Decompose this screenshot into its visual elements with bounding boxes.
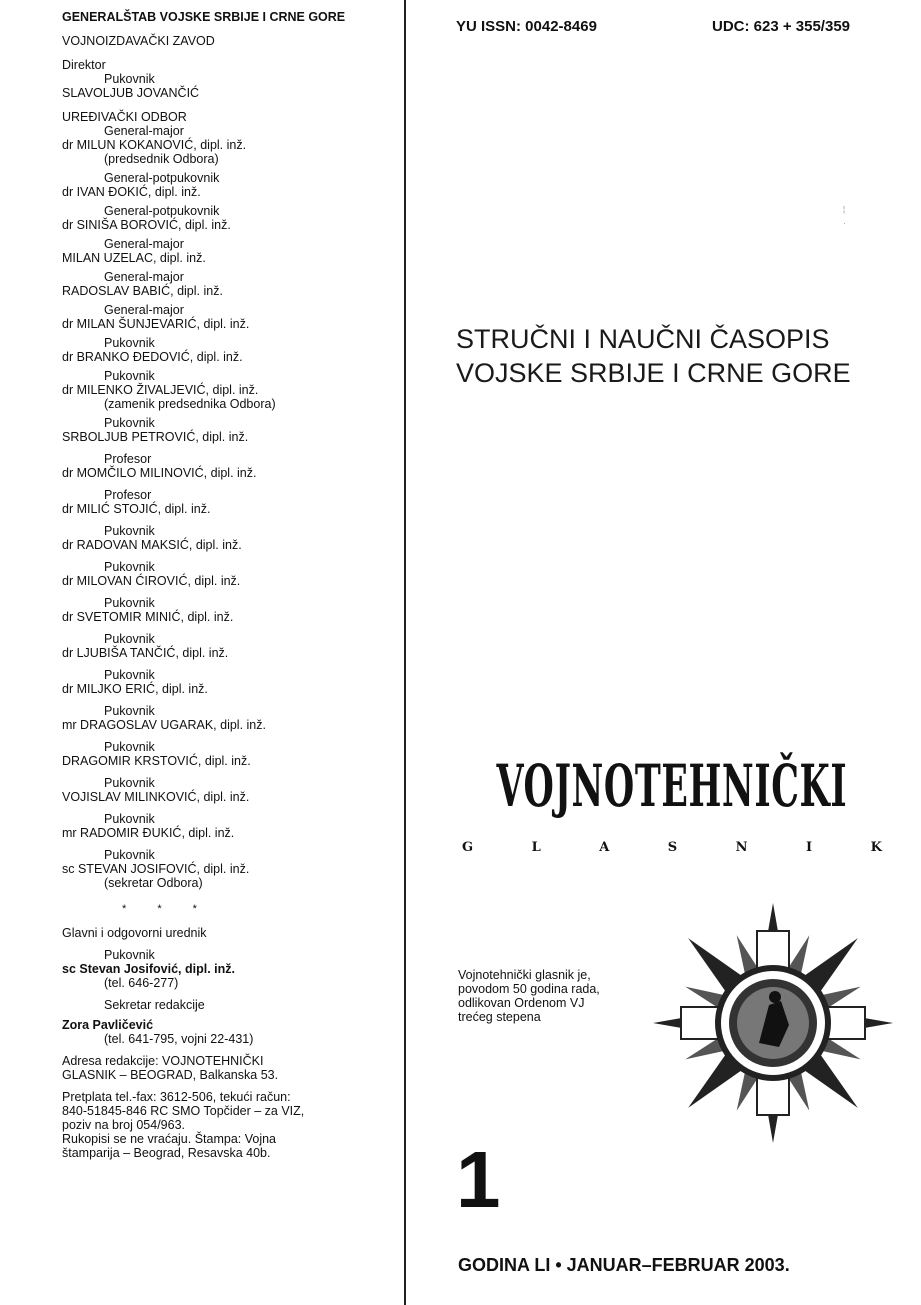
board-list: [62, 124, 400, 890]
member-name: dr MILJKO ERIĆ, dipl. inž.: [62, 682, 208, 696]
member-rank: Pukovnik: [104, 560, 155, 574]
member-name: dr SINIŠA BOROVIĆ, dipl. inž.: [62, 218, 231, 232]
board-member: [62, 369, 400, 411]
member-note: (sekretar Odbora): [104, 876, 203, 890]
board-member: [62, 740, 400, 768]
column-divider: [404, 0, 406, 1305]
member-rank: General-major: [104, 124, 184, 138]
scan-specks: ¦ ·: [843, 205, 846, 228]
member-rank: Pukovnik: [104, 596, 155, 610]
board-member: [62, 488, 400, 516]
member-note: (predsednik Odbora): [104, 152, 219, 166]
member-rank: Profesor: [104, 452, 152, 466]
member-rank: Pukovnik: [104, 848, 155, 862]
director-label: Direktor: [62, 58, 106, 72]
member-name: dr SVETOMIR MINIĆ, dipl. inž.: [62, 610, 234, 624]
member-rank: General-major: [104, 237, 184, 251]
member-name: dr MOMČILO MILINOVIĆ, dipl. inž.: [62, 466, 257, 480]
board-member: [62, 524, 400, 552]
board-member: [62, 560, 400, 588]
address: Adresa redakcije: VOJNOTEHNIČKI GLASNIK – BEOGRAD, Balkanska 53.: [62, 1054, 279, 1082]
member-name: dr MILUN KOKANOVIĆ, dipl. inž.: [62, 138, 247, 152]
member-rank: Pukovnik: [104, 632, 155, 646]
member-name: MILAN UZELAC, dipl. inž.: [62, 251, 206, 265]
masthead-header: GENERALŠTAB VOJSKE SRBIJE I CRNE GORE: [62, 10, 346, 24]
secretary-label: Sekretar redakcije: [104, 998, 205, 1012]
issn: YU ISSN: 0042-8469: [456, 18, 597, 35]
member-name: dr MILOVAN ĆIROVIĆ, dipl. inž.: [62, 574, 241, 588]
member-name: dr BRANKO ĐEDOVIĆ, dipl. inž.: [62, 350, 243, 364]
member-rank: Pukovnik: [104, 740, 155, 754]
board-member: [62, 270, 400, 298]
board-member: [62, 416, 400, 444]
editor-tel: (tel. 646-277): [104, 976, 179, 990]
issue-number: 1: [456, 1135, 501, 1224]
member-name: RADOSLAV BABIĆ, dipl. inž.: [62, 284, 223, 298]
board-member: [62, 812, 400, 840]
award-text: Vojnotehnički glasnik je, povodom 50 godina rada, odlikovan Ordenom VJ trećeg stepena: [458, 968, 600, 1024]
member-rank: Pukovnik: [104, 336, 155, 350]
editor-label: Glavni i odgovorni urednik: [62, 926, 207, 940]
editor-rank: Pukovnik: [104, 948, 155, 962]
secretary-tel: (tel. 641-795, vojni 22-431): [104, 1032, 254, 1046]
subscription-info: Pretplata tel.-fax: 3612-506, tekući račun: 840-51845-846 RC SMO Topčider – za VIZ, poziv na broj 054/963. Rukopisi se ne vraćaju. Štampa: Vojna štamparija – Beograd, Resavska 40b.: [62, 1090, 305, 1160]
board-title: UREĐIVAČKI ODBOR: [62, 110, 187, 124]
member-name: dr MILAN ŠUNJEVARIĆ, dipl. inž.: [62, 317, 250, 331]
editor-name: sc Stevan Josifović, dipl. inž.: [62, 962, 235, 976]
member-note: (zamenik predsednika Odbora): [104, 397, 276, 411]
member-name: dr IVAN ĐOKIĆ, dipl. inž.: [62, 185, 201, 199]
board-member: [62, 336, 400, 364]
board-member: [62, 704, 400, 732]
member-name: mr RADOMIR ĐUKIĆ, dipl. inž.: [62, 826, 235, 840]
member-rank: General-potpukovnik: [104, 171, 220, 185]
secretary-name: Zora Pavličević: [62, 1018, 154, 1032]
member-name: dr RADOVAN MAKSIĆ, dipl. inž.: [62, 538, 242, 552]
publisher-name: VOJNOIZDAVAČKI ZAVOD: [62, 34, 215, 48]
masthead-column: [62, 10, 400, 1160]
member-name: VOJISLAV MILINKOVIĆ, dipl. inž.: [62, 790, 250, 804]
member-name: dr LJUBIŠA TANČIĆ, dipl. inž.: [62, 646, 229, 660]
udc: UDC: 623 + 355/359: [712, 18, 851, 35]
board-member: [62, 237, 400, 265]
member-name: dr MILENKO ŽIVALJEVIĆ, dipl. inž.: [62, 383, 259, 397]
board-member: [62, 668, 400, 696]
order-emblem-icon: [648, 888, 898, 1148]
issue-date: GODINA LI • JANUAR–FEBRUAR 2003.: [458, 1255, 790, 1275]
member-rank: Pukovnik: [104, 524, 155, 538]
board-member: [62, 632, 400, 660]
member-name: SRBOLJUB PETROVIĆ, dipl. inž.: [62, 430, 249, 444]
member-rank: General-major: [104, 270, 184, 284]
board-member: [62, 596, 400, 624]
member-rank: General-major: [104, 303, 184, 317]
member-rank: Pukovnik: [104, 668, 155, 682]
board-member: [62, 452, 400, 480]
journal-title: VOJNOTEHNIČKI: [496, 752, 848, 820]
journal-subtitle: G L A S N I K: [462, 840, 882, 855]
member-name: sc STEVAN JOSIFOVIĆ, dipl. inž.: [62, 862, 250, 876]
member-name: mr DRAGOSLAV UGARAK, dipl. inž.: [62, 718, 266, 732]
member-rank: Pukovnik: [104, 812, 155, 826]
board-member: [62, 204, 400, 232]
member-rank: Pukovnik: [104, 369, 155, 383]
board-member: [62, 171, 400, 199]
member-rank: Profesor: [104, 488, 152, 502]
board-member: [62, 303, 400, 331]
member-name: dr MILIĆ STOJIĆ, dipl. inž.: [62, 502, 211, 516]
board-member: [62, 848, 400, 890]
member-rank: Pukovnik: [104, 416, 155, 430]
member-rank: General-potpukovnik: [104, 204, 220, 218]
member-rank: Pukovnik: [104, 704, 155, 718]
journal-description: STRUČNI I NAUČNI ČASOPIS VOJSKE SRBIJE I CRNE GORE: [456, 324, 851, 388]
director-name: SLAVOLJUB JOVANČIĆ: [62, 86, 200, 100]
member-rank: Pukovnik: [104, 776, 155, 790]
board-member: [62, 776, 400, 804]
separator-stars: * * *: [122, 903, 211, 915]
director-rank: Pukovnik: [104, 72, 155, 86]
member-name: DRAGOMIR KRSTOVIĆ, dipl. inž.: [62, 754, 251, 768]
board-member: [62, 124, 400, 166]
